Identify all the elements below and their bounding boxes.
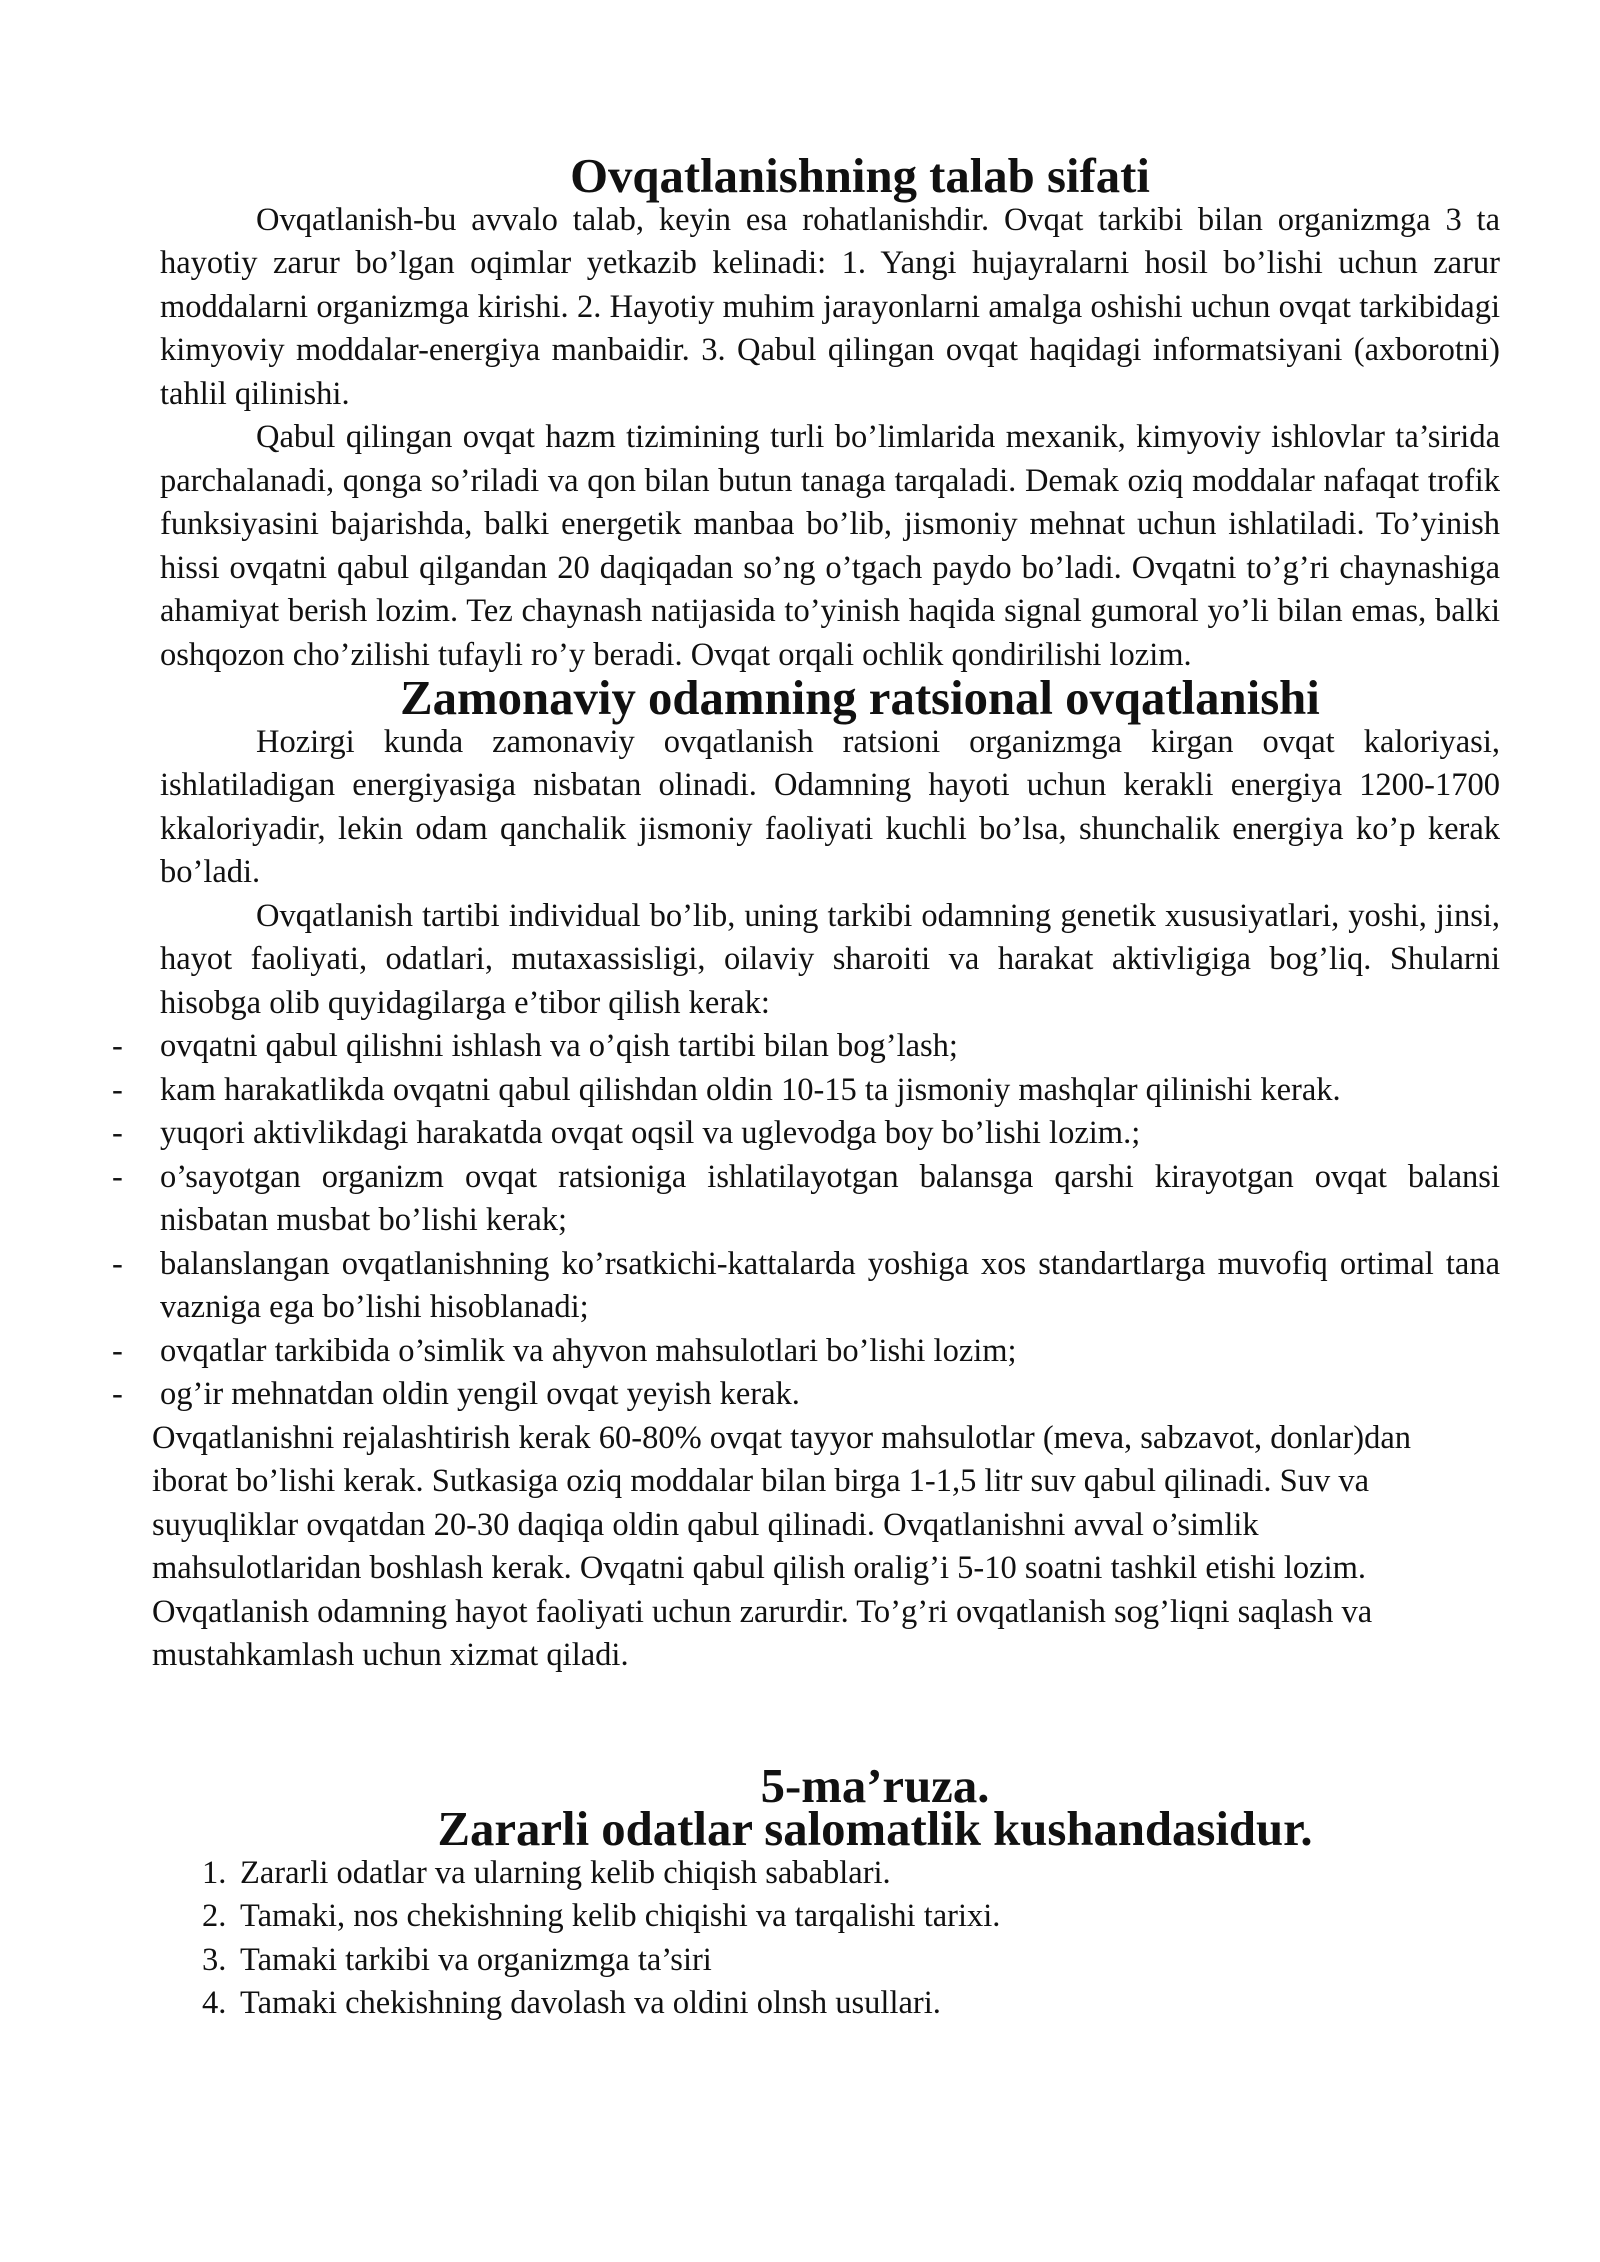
list-item-text: yuqori aktivlikdagi harakatda ovqat oqsil va uglevodga boy bo’lishi lozim.; bbox=[160, 1115, 1141, 1151]
paragraph: Ovqatlanish tartibi individual bo’lib, uning tarkibi odamning genetik xususiyatlari, yoshi, jinsi, hayot faoliyati, odatlari, mutaxassisligi, oilaviy sharoiti va harakat aktivligiga bog’liq. Shularni hisobga olib quyidagilarga e’tibor qilish kerak: bbox=[160, 897, 1500, 1021]
recommendation-list bbox=[112, 1025, 1500, 1417]
lecture-title: Zararli odatlar salomatlik kushandasidur. bbox=[437, 1802, 1313, 1856]
section-title: Ovqatlanishning talab sifati bbox=[570, 149, 1150, 203]
dash-marker: - bbox=[112, 1376, 123, 1412]
topic-number: 2. bbox=[202, 1898, 227, 1934]
list-item bbox=[112, 1373, 1500, 1417]
lecture-block bbox=[160, 1758, 1500, 2026]
topic-number: 4. bbox=[202, 1985, 227, 2021]
topic-item bbox=[160, 1852, 1500, 1896]
lecture-number: 5-ma’ruza. bbox=[760, 1758, 990, 1813]
list-item bbox=[112, 1025, 1500, 1069]
spacer bbox=[160, 1678, 1500, 1765]
topic-item bbox=[160, 1895, 1500, 1939]
list-item-text: o’sayotgan organizm ovqat ratsioniga ishlatilayotgan balansga qarshi kirayotgan ovqat balansi nisbatan musbat bo’lishi kerak; bbox=[160, 1158, 1500, 1238]
list-item-text: kam harakatlikda ovqatni qabul qilishdan oldin 10-15 ta jismoniy mashqlar qilinishi kerak. bbox=[160, 1071, 1341, 1108]
dash-marker: - bbox=[112, 1115, 123, 1151]
topic-text: Zararli odatlar va ularning kelib chiqish sabablari. bbox=[240, 1854, 891, 1891]
paragraph: Ovqatlanish-bu avvalo talab, keyin esa rohatlanishdir. Ovqat tarkibi bilan organizmga 3 ta hayotiy zarur bo’lgan oqimlar yetkazib kelinadi: 1. Yangi hujayralarni hosil bo’lishi uchun zarur moddalarni organizmga kirishi. 2. Hayotiy muhim jarayonlarni amalga oshishi uchun ovqat tarkibidagi kimyoviy moddalar-energiya manbaidir. 3. Qabul qilingan ovqat haqidagi informatsiyani (axborotni) tahlil qilinishi. bbox=[160, 201, 1500, 412]
list-item bbox=[112, 1156, 1500, 1243]
document-page bbox=[112, 149, 1500, 2026]
dash-marker: - bbox=[112, 1028, 123, 1064]
topic-list bbox=[160, 1852, 1500, 2026]
dash-marker: - bbox=[112, 1158, 123, 1195]
topic-item bbox=[160, 1939, 1500, 1983]
topic-text: Tamaki, nos chekishning kelib chiqishi va tarqalishi tarixi. bbox=[240, 1898, 1001, 1934]
topic-number: 1. bbox=[202, 1854, 227, 1891]
dash-marker: - bbox=[112, 1071, 123, 1108]
topic-text: Tamaki chekishning davolash va oldini olnsh usullari. bbox=[240, 1985, 941, 2021]
list-item-text: og’ir mehnatdan oldin yengil ovqat yeyish kerak. bbox=[160, 1376, 800, 1412]
paragraph: Qabul qilingan ovqat hazm tizimining turli bo’limlarida mexanik, kimyoviy ishlovlar ta’sirida parchalanadi, qonga so’riladi va qon bilan butun tanaga tarqaladi. Demak oziq moddalar nafaqat trofik funksiyasini bajarishda, balki energetik manbaa bo’lib, jismoniy mehnat uchun ishlatiladi. To’yinish hissi ovqatni qabul qilgandan 20 daqiqadan so’ng o’tgach paydo bo’ladi. Ovqatni to’g’ri chaynashiga ahamiyat berish lozim. Tez chaynash natijasida to’yinish haqida signal gumoral yo’li bilan emas, balki oshqozon cho’zilishi tufayli ro’y beradi. Ovqat orqali ochlik qondirilishi lozim. bbox=[160, 419, 1500, 673]
list-item bbox=[112, 1112, 1500, 1156]
topic-number: 3. bbox=[202, 1941, 227, 1978]
list-item bbox=[112, 1069, 1500, 1113]
closing-paragraph: Ovqatlanishni rejalashtirish kerak 60-80% ovqat tayyor mahsulotlar (meva, sabzavot, donlar)dan iborat bo’lishi kerak. Sutkasiga oziq moddalar bilan birga 1-1,5 litr suv qabul qilinadi. Suv va suyuqliklar ovqatdan 20-30 daqiqa oldin qabul qilinadi. Ovqatlanishni avval o’simlik mahsulotlaridan boshlash kerak. Ovqatni qabul qilish oralig’i 5-10 soatni tashkil etishi lozim. Ovqatlanish odamning hayot faoliyati uchun zarurdir. To’g’ri ovqatlanish sog’liqni saqlash va mustahkamlash uchun xizmat qiladi. bbox=[152, 1419, 1411, 1673]
topic-item bbox=[160, 1982, 1500, 2026]
list-item bbox=[112, 1330, 1500, 1374]
topic-text: Tamaki tarkibi va organizmga ta’siri bbox=[240, 1941, 712, 1978]
list-item-text: ovqatni qabul qilishni ishlash va o’qish tartibi bilan bog’lash; bbox=[160, 1028, 958, 1064]
section-title: Zamonaviy odamning ratsional ovqatlanishi bbox=[400, 671, 1320, 725]
dash-marker: - bbox=[112, 1332, 123, 1369]
list-item-text: balanslangan ovqatlanishning ko’rsatkichi-kattalarda yoshiga xos standartlarga muvofiq ortimal tana vazniga ega bo’lishi hisoblanadi; bbox=[160, 1245, 1500, 1325]
paragraph: Hozirgi kunda zamonaviy ovqatlanish ratsioni organizmga kirgan ovqat kaloriyasi, ishlatiladigan energiyasiga nisbatan olinadi. Odamning hayoti uchun kerakli energiya 1200-1700 kkaloriyadir, lekin odam qanchalik jismoniy faoliyati kuchli bo’lsa, shunchalik energiya ko’p kerak bo’ladi. bbox=[160, 723, 1500, 890]
list-item bbox=[112, 1243, 1500, 1330]
list-item-text: ovqatlar tarkibida o’simlik va ahyvon mahsulotlari bo’lishi lozim; bbox=[160, 1332, 1017, 1369]
dash-marker: - bbox=[112, 1245, 123, 1282]
